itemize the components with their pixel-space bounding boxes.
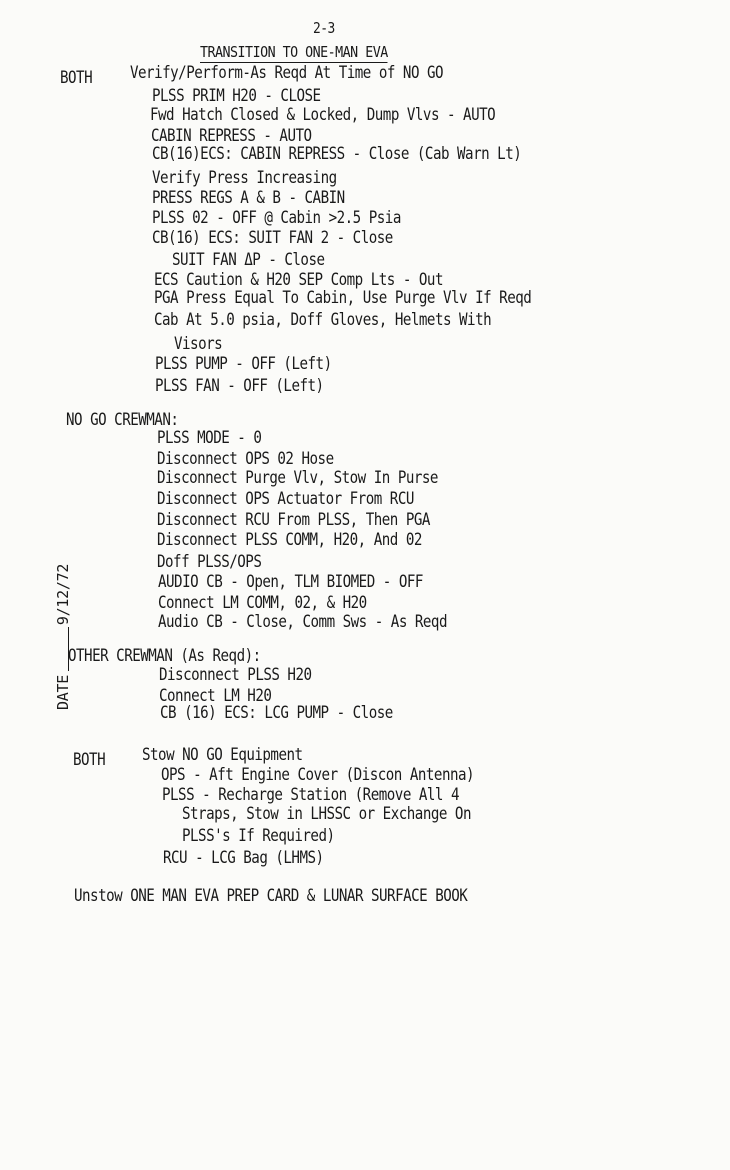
step-line: PLSS FAN - OFF (Left) xyxy=(155,376,324,395)
date-underline xyxy=(67,627,69,671)
step-line: OPS - Aft Engine Cover (Discon Antenna) xyxy=(161,765,475,784)
date-value: 9/12/72 xyxy=(54,563,72,626)
step-line: SUIT FAN ΔP - Close xyxy=(172,250,325,269)
step-line: Disconnect PLSS COMM, H20, And 02 xyxy=(157,530,422,549)
section-lead: Stow NO GO Equipment xyxy=(142,745,303,764)
step-line: PGA Press Equal To Cabin, Use Purge Vlv If Reqd xyxy=(154,288,532,307)
step-line: Fwd Hatch Closed & Locked, Dump Vlvs - AUTO xyxy=(150,105,496,124)
step-line: CABIN REPRESS - AUTO xyxy=(151,126,312,145)
step-line: Straps, Stow in LHSSC or Exchange On xyxy=(182,804,471,823)
step-line: PLSS's If Required) xyxy=(182,826,335,845)
section-lead: Verify/Perform-As Reqd At Time of NO GO xyxy=(130,63,444,82)
step-line: Disconnect RCU From PLSS, Then PGA xyxy=(157,510,430,529)
step-line: ECS Caution & H20 SEP Comp Lts - Out xyxy=(154,270,443,289)
step-line: RCU - LCG Bag (LHMS) xyxy=(163,848,324,867)
step-line: PLSS 02 - OFF @ Cabin >2.5 Psia xyxy=(152,208,401,227)
step-line: Disconnect OPS 02 Hose xyxy=(157,449,334,468)
step-line: Verify Press Increasing xyxy=(152,168,337,187)
step-line: Disconnect Purge Vlv, Stow In Purse xyxy=(157,468,438,487)
page-number: 2-3 xyxy=(313,19,335,37)
step-line: CB (16) ECS: LCG PUMP - Close xyxy=(160,703,393,722)
role-label-no-go-crewman: NO GO CREWMAN: xyxy=(66,410,179,429)
step-line: PLSS PUMP - OFF (Left) xyxy=(155,354,332,373)
step-line: PLSS PRIM H20 - CLOSE xyxy=(152,86,321,105)
role-label-both: BOTH xyxy=(60,68,93,87)
step-line: Cab At 5.0 psia, Doff Gloves, Helmets With xyxy=(154,310,492,329)
step-line: PLSS - Recharge Station (Remove All 4 xyxy=(162,785,460,804)
step-line: Disconnect OPS Actuator From RCU xyxy=(157,489,414,508)
step-line: PLSS MODE - 0 xyxy=(157,428,262,447)
role-label-other-crewman: OTHER CREWMAN (As Reqd): xyxy=(68,646,261,665)
date-label: DATE xyxy=(54,675,72,710)
page-title: TRANSITION TO ONE-MAN EVA xyxy=(200,43,388,61)
step-line: CB(16)ECS: CABIN REPRESS - Close (Cab Warn Lt) xyxy=(152,144,522,163)
step-line: Connect LM COMM, 02, & H20 xyxy=(158,593,367,612)
step-line: AUDIO CB - Open, TLM BIOMED - OFF xyxy=(158,572,423,591)
step-line: Disconnect PLSS H20 xyxy=(159,665,312,684)
date-stamp xyxy=(26,540,72,710)
step-line: CB(16) ECS: SUIT FAN 2 - Close xyxy=(152,228,393,247)
step-line: Doff PLSS/OPS xyxy=(157,552,262,571)
final-instruction: Unstow ONE MAN EVA PREP CARD & LUNAR SURFACE BOOK xyxy=(74,886,468,905)
step-line: Visors xyxy=(174,334,223,353)
step-line: Audio CB - Close, Comm Sws - As Reqd xyxy=(158,612,447,631)
role-label-both: BOTH xyxy=(73,750,106,769)
step-line: PRESS REGS A & B - CABIN xyxy=(152,188,345,207)
step-line: Connect LM H20 xyxy=(159,686,272,705)
